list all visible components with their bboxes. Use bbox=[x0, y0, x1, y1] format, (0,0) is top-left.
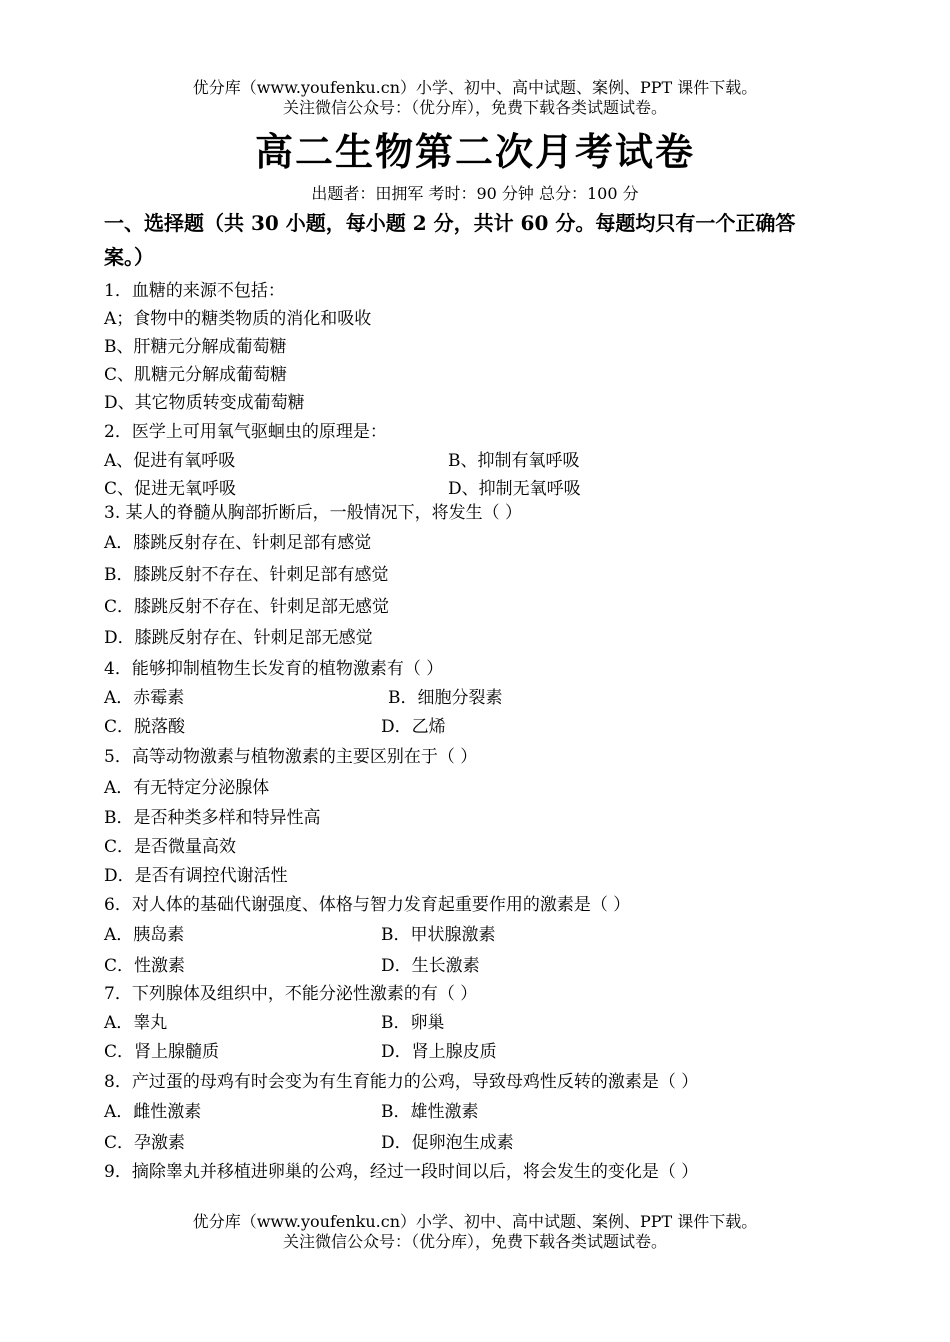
option: C．是否微量高效 bbox=[104, 837, 237, 857]
option: B．雄性激素 bbox=[381, 1102, 479, 1122]
option: C．孕激素 bbox=[104, 1133, 186, 1153]
option: A．有无特定分泌腺体 bbox=[104, 778, 270, 798]
option: D．膝跳反射存在、针刺足部无感觉 bbox=[104, 628, 373, 648]
option: A．雌性激素 bbox=[104, 1102, 202, 1122]
option: D、抑制无氧呼吸 bbox=[448, 479, 581, 499]
option: D、其它物质转变成葡萄糖 bbox=[104, 393, 305, 413]
question-stem: 6．对人体的基础代谢强度、体格与智力发育起重要作用的激素是（ ） bbox=[104, 895, 631, 915]
option: A．赤霉素 bbox=[104, 688, 185, 708]
question-stem: 4．能够抑制植物生长发育的植物激素有（ ） bbox=[104, 659, 444, 679]
section-heading: 一、选择题（共 30 小题，每小题 2 分，共计 60 分。每题均只有一个正确答案。） bbox=[104, 211, 796, 269]
question-stem: 9．摘除睾丸并移植进卵巢的公鸡，经过一段时间以后，将会发生的变化是（ ） bbox=[104, 1162, 699, 1182]
option: B．是否种类多样和特异性高 bbox=[104, 808, 321, 828]
option: A；食物中的糖类物质的消化和吸收 bbox=[104, 309, 372, 329]
option: D．生长激素 bbox=[381, 956, 480, 976]
option: A、促进有氧呼吸 bbox=[104, 451, 236, 471]
option: A．胰岛素 bbox=[104, 925, 185, 945]
option: B、肝糖元分解成葡萄糖 bbox=[104, 337, 287, 357]
option: B．膝跳反射不存在、针刺足部有感觉 bbox=[104, 565, 389, 585]
option: C．膝跳反射不存在、针刺足部无感觉 bbox=[104, 597, 390, 617]
option: C、促进无氧呼吸 bbox=[104, 479, 237, 499]
option: C、肌糖元分解成葡萄糖 bbox=[104, 365, 288, 385]
option: D．是否有调控代谢活性 bbox=[104, 866, 288, 886]
header-line-1: 优分库（www.youfenku.cn）小学、初中、高中试题、案例、PPT 课件下载。 bbox=[192, 78, 758, 97]
question-stem: 1．血糖的来源不包括： bbox=[104, 281, 285, 301]
option: B．甲状腺激素 bbox=[381, 925, 496, 945]
question-stem: 8．产过蛋的母鸡有时会变为有生育能力的公鸡，导致母鸡性反转的激素是（ ） bbox=[104, 1072, 699, 1092]
footer-line-2: 关注微信公众号：（优分库），免费下载各类试题试卷。 bbox=[282, 1232, 667, 1251]
exam-meta: 出题者：田拥军 考时：90 分钟 总分：100 分 bbox=[311, 184, 639, 203]
option: C．脱落酸 bbox=[104, 717, 186, 737]
question-stem: 7．下列腺体及组织中，不能分泌性激素的有（ ） bbox=[104, 984, 478, 1004]
option: C．性激素 bbox=[104, 956, 186, 976]
option: B．细胞分裂素 bbox=[388, 688, 503, 708]
option: D．促卵泡生成素 bbox=[381, 1133, 514, 1153]
footer-line-1: 优分库（www.youfenku.cn）小学、初中、高中试题、案例、PPT 课件下载。 bbox=[192, 1212, 758, 1231]
question-stem: 2．医学上可用氧气驱蛔虫的原理是： bbox=[104, 422, 387, 442]
option: B、抑制有氧呼吸 bbox=[448, 451, 580, 471]
option: B．卵巢 bbox=[381, 1013, 445, 1033]
option: A．睾丸 bbox=[104, 1013, 168, 1033]
option: D．肾上腺皮质 bbox=[381, 1042, 497, 1062]
option: C．肾上腺髓质 bbox=[104, 1042, 220, 1062]
question-stem: 5．高等动物激素与植物激素的主要区别在于（ ） bbox=[104, 747, 478, 767]
option: D．乙烯 bbox=[381, 717, 446, 737]
page-title: 高二生物第二次月考试卷 bbox=[254, 129, 695, 174]
option: A．膝跳反射存在、针刺足部有感觉 bbox=[104, 533, 372, 553]
question-stem: 3. 某人的脊髓从胸部折断后，一般情况下，将发生（ ） bbox=[104, 503, 523, 523]
header-line-2: 关注微信公众号：（优分库），免费下载各类试题试卷。 bbox=[282, 98, 667, 117]
